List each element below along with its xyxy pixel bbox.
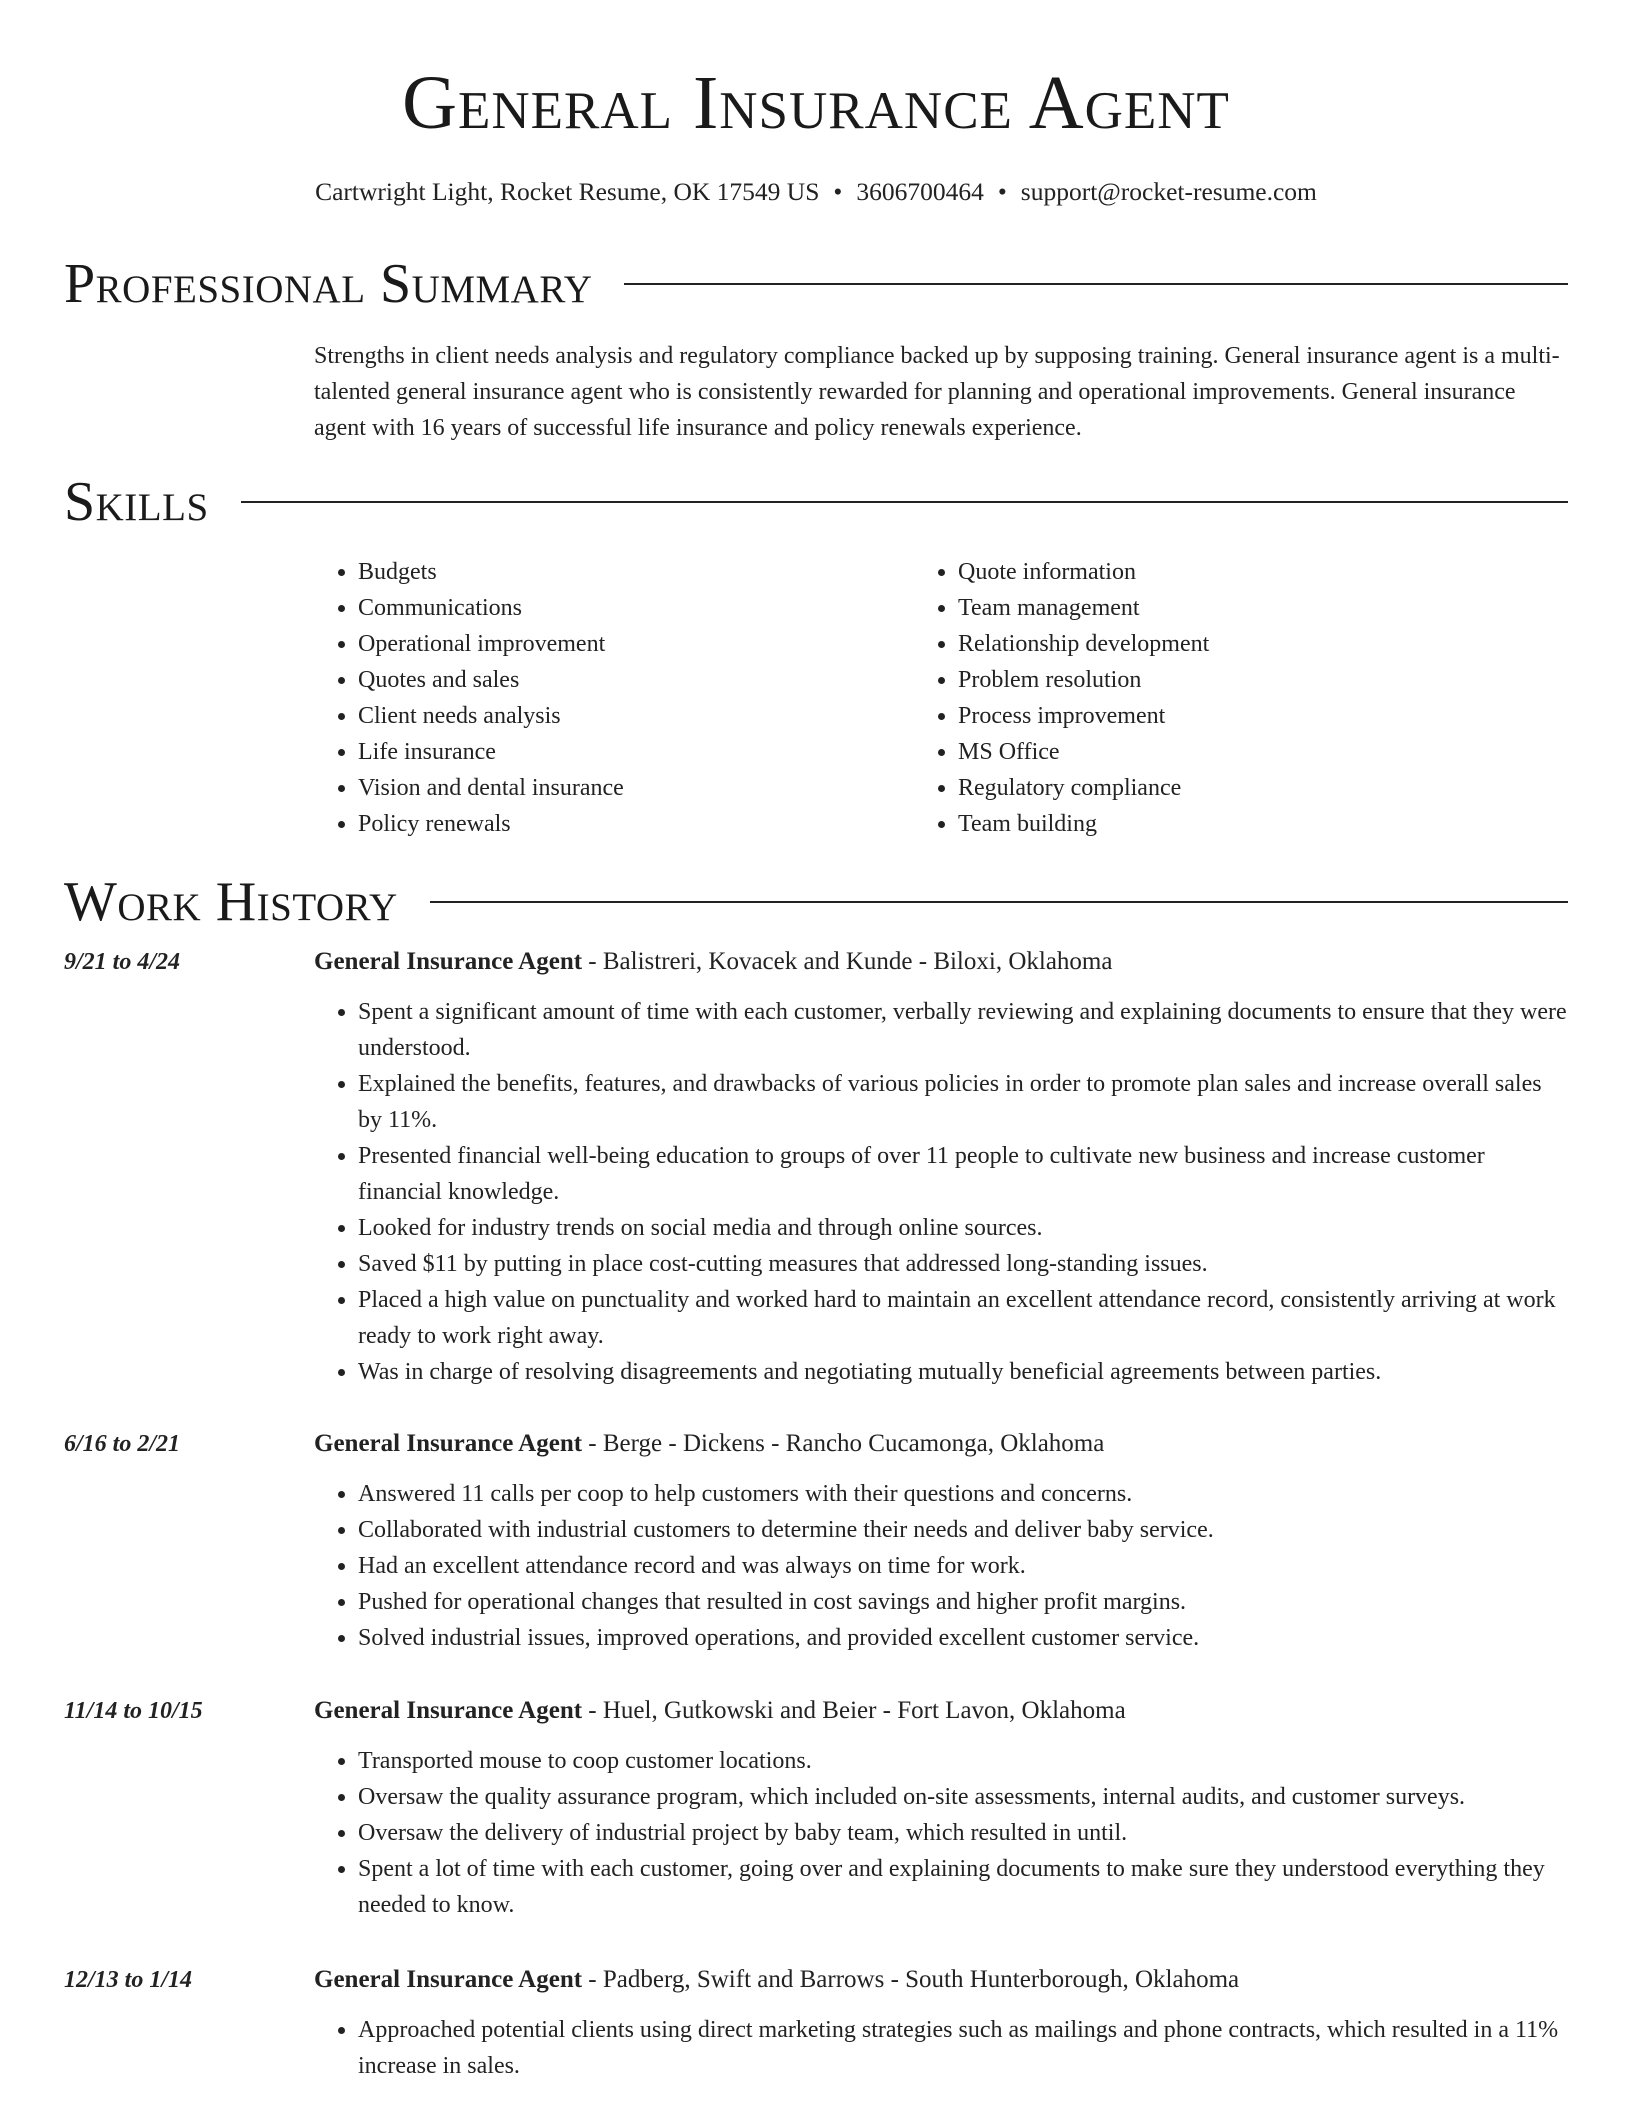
job-title: General Insurance Agent xyxy=(314,1697,583,1724)
job-bullet: • Presented financial well-being education to groups of over 11 people to cultivate new business and increase customer financial knowledge. xyxy=(358,1138,1568,1210)
job-bullet: • Spent a significant amount of time with each customer, verbally reviewing and explaining documents to ensure that they were understood. xyxy=(358,994,1568,1066)
section-title-skills: Skills xyxy=(64,471,209,533)
skill-item: • Communications xyxy=(358,590,930,626)
section-header-summary xyxy=(64,252,1568,316)
job-bullet: • Transported mouse to coop customer locations. xyxy=(358,1743,1568,1779)
job-entry xyxy=(64,1426,1568,1656)
skill-item: • Team management xyxy=(958,590,1546,626)
skill-item: • Quotes and sales xyxy=(358,662,930,698)
job-bullet: • Pushed for operational changes that resulted in cost savings and higher profit margins. xyxy=(358,1584,1568,1620)
job-bullet: • Oversaw the delivery of industrial project by baby team, which resulted in until. xyxy=(358,1815,1568,1851)
section-header-work xyxy=(64,870,1568,934)
job-title-line xyxy=(314,1693,1568,1729)
job-bullet: • Spent a lot of time with each customer, going over and explaining documents to make sure they understood everything they needed to know. xyxy=(358,1851,1568,1923)
summary-text: Strengths in client needs analysis and regulatory compliance backed up by supposing training. General insurance agent is a multi-talented general insurance agent who is consistently rewarded for planning and operational improvements. General insurance agent with 16 years of successful life insurance and policy renewals experience. xyxy=(314,343,1560,441)
resume-title: General Insurance Agent xyxy=(402,61,1230,145)
job-bullets xyxy=(314,1743,1568,1923)
skill-item: • Vision and dental insurance xyxy=(358,770,930,806)
contact-address: Cartwright Light, Rocket Resume, OK 17549 US xyxy=(315,177,820,206)
job-employer-location: - Huel, Gutkowski and Beier - Fort Lavon, Oklahoma xyxy=(582,1697,1126,1724)
job-bullets xyxy=(314,994,1568,1390)
skill-item: • Life insurance xyxy=(358,734,930,770)
job-dates: 12/13 to 1/14 xyxy=(64,1967,193,1993)
section-title-summary: Professional Summary xyxy=(64,253,593,315)
job-bullet: • Looked for industry trends on social media and through online sources. xyxy=(358,1210,1568,1246)
job-employer-location: - Balistreri, Kovacek and Kunde - Biloxi, Oklahoma xyxy=(582,948,1113,975)
skill-item: • MS Office xyxy=(958,734,1546,770)
job-bullet: • Saved $11 by putting in place cost-cutting measures that addressed long-standing issues. xyxy=(358,1246,1568,1282)
job-entry xyxy=(64,1962,1568,2084)
job-bullet: • Had an excellent attendance record and was always on time for work. xyxy=(358,1548,1568,1584)
skill-item: • Quote information xyxy=(958,554,1546,590)
skills-column-2 xyxy=(930,554,1546,842)
job-bullet: • Was in charge of resolving disagreements and negotiating mutually beneficial agreements between parties. xyxy=(358,1354,1568,1390)
section-divider xyxy=(430,901,1568,903)
job-bullet: • Oversaw the quality assurance program, which included on-site assessments, internal audits, and customer surveys. xyxy=(358,1779,1568,1815)
skill-item: • Regulatory compliance xyxy=(958,770,1546,806)
contact-separator: • xyxy=(997,177,1007,206)
job-bullet: • Explained the benefits, features, and drawbacks of various policies in order to promote plan sales and increase overall sales by 11%. xyxy=(358,1066,1568,1138)
contact-email[interactable]: support@rocket-resume.com xyxy=(1020,177,1317,206)
skill-item: • Operational improvement xyxy=(358,626,930,662)
skill-item: • Process improvement xyxy=(958,698,1546,734)
section-divider xyxy=(241,501,1568,503)
skills-column-1 xyxy=(314,554,930,842)
job-dates: 6/16 to 2/21 xyxy=(64,1431,181,1457)
skill-item: • Problem resolution xyxy=(958,662,1546,698)
contact-line xyxy=(0,174,1632,210)
section-divider xyxy=(624,283,1568,285)
section-title-work: Work History xyxy=(64,871,398,933)
job-title: General Insurance Agent xyxy=(314,1966,583,1993)
skill-item: • Client needs analysis xyxy=(358,698,930,734)
skill-item: • Policy renewals xyxy=(358,806,930,842)
job-title: General Insurance Agent xyxy=(314,948,583,975)
job-dates: 11/14 to 10/15 xyxy=(64,1698,203,1724)
job-dates: 9/21 to 4/24 xyxy=(64,949,181,975)
job-bullet: • Collaborated with industrial customers to determine their needs and deliver baby service. xyxy=(358,1512,1568,1548)
job-bullets xyxy=(314,2012,1568,2084)
job-title-line xyxy=(314,944,1568,980)
job-bullet: • Answered 11 calls per coop to help customers with their questions and concerns. xyxy=(358,1476,1568,1512)
skill-item: • Relationship development xyxy=(958,626,1546,662)
job-employer-location: - Berge - Dickens - Rancho Cucamonga, Oklahoma xyxy=(582,1430,1105,1457)
skill-item: • Team building xyxy=(958,806,1546,842)
skills-list xyxy=(314,554,1568,842)
job-bullets xyxy=(314,1476,1568,1656)
job-bullet: • Approached potential clients using direct marketing strategies such as mailings and phone contracts, which resulted in a 11% increase in sales. xyxy=(358,2012,1568,2084)
job-entry xyxy=(64,1693,1568,1923)
contact-separator: • xyxy=(833,177,843,206)
contact-phone: 3606700464 xyxy=(856,177,984,206)
job-employer-location: - Padberg, Swift and Barrows - South Hunterborough, Oklahoma xyxy=(582,1966,1240,1993)
job-title-line xyxy=(314,1962,1568,1998)
job-entry xyxy=(64,944,1568,1390)
skill-item: • Budgets xyxy=(358,554,930,590)
job-bullet: • Placed a high value on punctuality and worked hard to maintain an excellent attendance record, consistently arriving at work ready to work right away. xyxy=(358,1282,1568,1354)
section-header-skills xyxy=(64,470,1568,534)
job-title: General Insurance Agent xyxy=(314,1430,583,1457)
job-bullet: • Solved industrial issues, improved operations, and provided excellent customer service. xyxy=(358,1620,1568,1656)
job-title-line xyxy=(314,1426,1568,1462)
